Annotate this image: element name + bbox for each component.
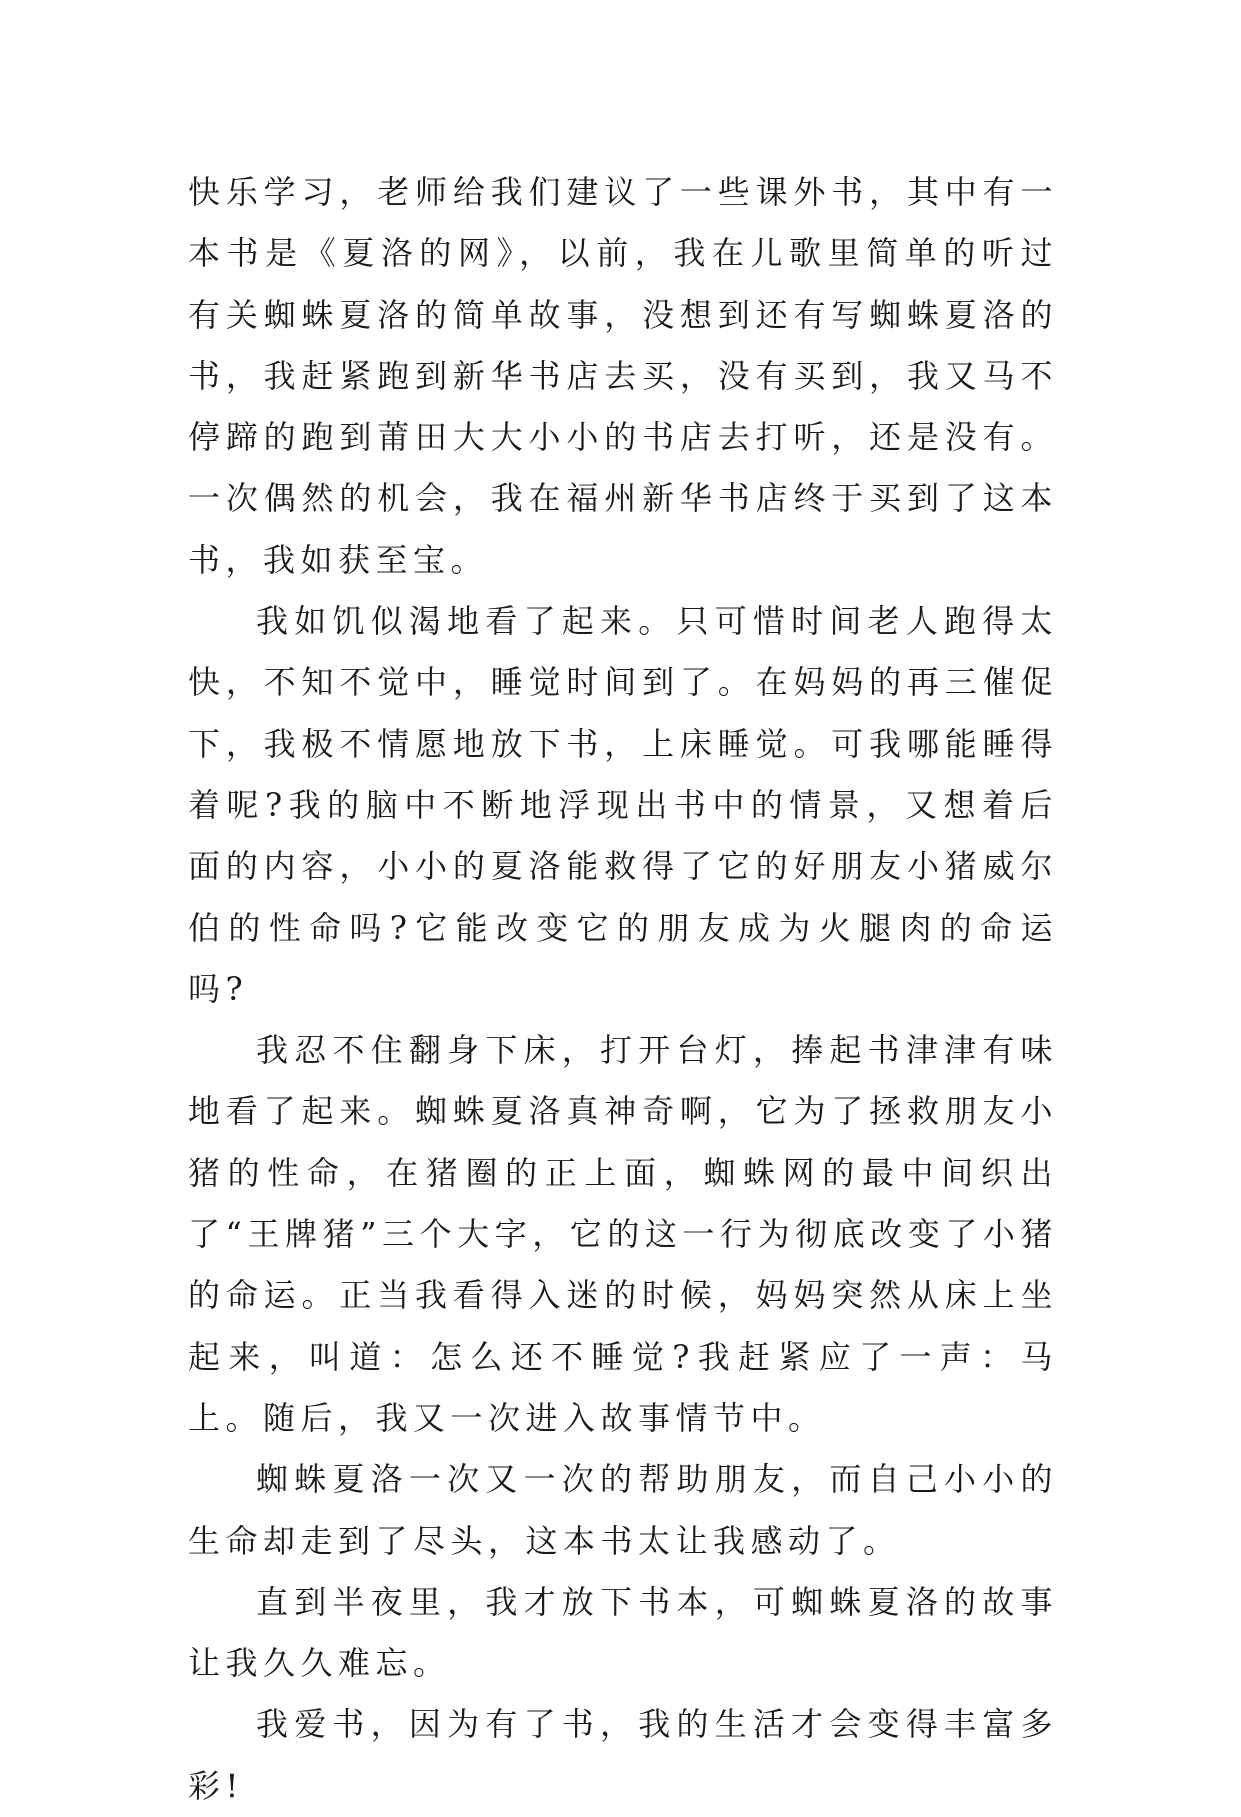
document-body (188, 162, 1058, 1817)
paragraph-5: 直到半夜里，我才放下书本，可蜘蛛夏洛的故事让我久久难忘。 (188, 1582, 1058, 1683)
paragraph-2: 我如饥似渴地看了起来。只可惜时间老人跑得太快，不知不觉中，睡觉时间到了。在妈妈的再三催促下，我极不情愿地放下书，上床睡觉。可我哪能睡得着呢?我的脑中不断地浮现出书中的情景，又想着后面的内容，小小的夏洛能救得了它的好朋友小猪威尔伯的性命吗?它能改变它的朋友成为火腿肉的命运吗? (188, 602, 1058, 1008)
paragraph-4: 蜘蛛夏洛一次又一次的帮助朋友，而自己小小的生命却走到了尽头，这本书太让我感动了。 (188, 1460, 1058, 1560)
paragraph-1: 快乐学习，老师给我们建议了一些课外书，其中有一本书是《夏洛的网》，以前，我在儿歌里简单的听过有关蜘蛛夏洛的简单故事，没想到还有写蜘蛛夏洛的书，我赶紧跑到新华书店去买，没有买到，我又马不停蹄的跑到莆田大大小小的书店去打听，还是没有。一次偶然的机会，我在福州新华书店终于买到了这本书，我如获至宝。 (188, 173, 1058, 579)
paragraph-6: 我爱书，因为有了书，我的生活才会变得丰富多彩! (188, 1705, 1058, 1805)
paragraph-3: 我忍不住翻身下床，打开台灯，捧起书津津有味地看了起来。蜘蛛夏洛真神奇啊，它为了拯救朋友小猪的性命，在猪圈的正上面，蜘蛛网的最中间织出了“王牌猪”三个大字，它的这一行为彻底改变了小猪的命运。正当我看得入迷的时候，妈妈突然从床上坐起来，叫道：怎么还不睡觉?我赶紧应了一声：马上。随后，我又一次进入故事情节中。 (188, 1031, 1058, 1437)
